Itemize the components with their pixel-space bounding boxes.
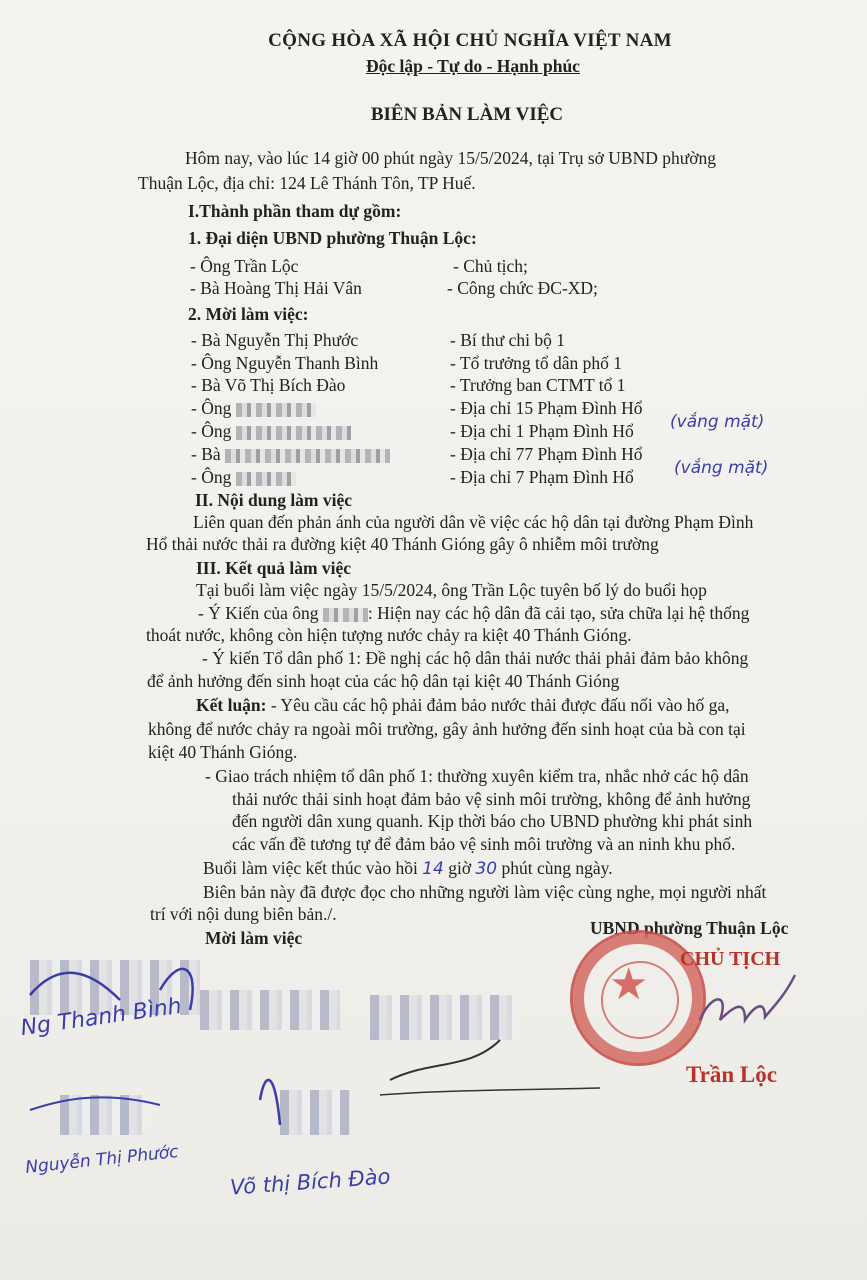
read-line-1: Biên bản này đã được đọc cho những người làm việc cùng nghe, mọi người nhất (203, 882, 767, 902)
section3-line: - Ý kiến Tổ dân phố 1: Đề nghị các hộ dân thải nước thải phải đảm bảo không (202, 648, 749, 668)
seal-star-icon: ★ (609, 960, 649, 1009)
invitee-role: - Địa chỉ 15 Phạm Đình Hổ (450, 398, 643, 418)
redacted-name (236, 403, 316, 417)
rep-role: - Chủ tịch; (453, 256, 528, 276)
read-line-2: trí với nội dung biên bản./. (150, 904, 337, 924)
right-signature-name: Trần Lộc (686, 1062, 777, 1087)
rep-name: - Bà Hoàng Thị Hải Vân (190, 278, 362, 298)
conclusion-line: không để nước chảy ra ngoài môi trường, gây ảnh hưởng đến sinh hoạt của bà con tại (148, 719, 746, 739)
rep-role: - Công chức ĐC-XD; (447, 278, 598, 298)
invitee-name: - Bà Nguyễn Thị Phước (191, 330, 359, 350)
invitee-role: - Địa chỉ 77 Phạm Đình Hổ (450, 444, 643, 464)
intro-line-1: Hôm nay, vào lúc 14 giờ 00 phút ngày 15/5/2024, tại Trụ sở UBND phường (185, 148, 716, 168)
invitee-role: - Bí thư chi bộ 1 (450, 330, 565, 350)
task-line: thải nước thải sinh hoạt đảm bảo vệ sinh môi trường, không để ảnh hưởng (232, 789, 751, 809)
handwritten-name: Ng Thanh Bình (19, 993, 184, 1042)
motto: Độc lập - Tự do - Hạnh phúc (366, 56, 580, 76)
left-signature-title: Mời làm việc (205, 928, 303, 948)
section2-heading: II. Nội dung làm việc (195, 490, 353, 510)
conclusion-line: kiệt 40 Thánh Gióng. (148, 742, 298, 762)
section3-heading: III. Kết quả làm việc (196, 558, 352, 578)
task-line: đến người dân xung quanh. Kịp thời báo cho UBND phường khi phát sinh (232, 811, 753, 831)
document-title: BIÊN BẢN LÀM VIỆC (370, 104, 564, 125)
conclusion-line: Kết luận: - Yêu cầu các hộ phải đảm bảo nước thải được đấu nối vào hố ga, (196, 695, 730, 715)
section3-line: - Ý Kiến của ông : Hiện nay các hộ dân đã cải tạo, sửa chữa lại hệ thống (198, 603, 750, 623)
section1-sub2: 2. Mời làm việc: (188, 304, 309, 324)
redacted-name (323, 608, 368, 622)
right-signature-org: UBND phường Thuận Lộc (590, 918, 789, 938)
invitee-name: - Bà Võ Thị Bích Đào (191, 375, 346, 395)
handwritten-name: Nguyễn Thị Phước (24, 1142, 180, 1178)
redacted-name (236, 426, 351, 440)
invitee-role: - Trưởng ban CTMT tổ 1 (450, 375, 626, 395)
handwritten-absent-note: (vắng mặt) (670, 412, 765, 432)
invitee-role: - Tổ trưởng tổ dân phố 1 (450, 353, 623, 373)
task-line: - Giao trách nhiệm tổ dân phố 1: thường xuyên kiểm tra, nhắc nhở các hộ dân (205, 766, 749, 786)
section2-line-2: Hổ thải nước thải ra đường kiệt 40 Thánh Gióng gây ô nhiễm môi trường (146, 534, 659, 554)
redacted-name (225, 449, 390, 463)
invitee-role: - Địa chỉ 7 Phạm Đình Hổ (450, 467, 634, 487)
invitee-role: - Địa chỉ 1 Phạm Đình Hổ (450, 421, 634, 441)
section1-heading: I.Thành phần tham dự gồm: (188, 201, 402, 221)
invitee-name: - Ông (191, 421, 351, 442)
invitee-name: - Bà (191, 444, 390, 465)
section3-line: thoát nước, không còn hiện tượng nước chảy ra kiệt 40 Thánh Gióng. (146, 625, 632, 645)
invitee-name: - Ông (191, 467, 296, 488)
redacted-name (236, 472, 296, 486)
handwritten-absent-note: (vắng mặt) (674, 458, 769, 478)
intro-line-2: Thuận Lộc, địa chỉ: 124 Lê Thánh Tôn, TP Huế. (138, 173, 476, 193)
section1-sub1: 1. Đại diện UBND phường Thuận Lộc: (188, 228, 477, 248)
invitee-name: - Ông (191, 398, 316, 419)
section3-line: Tại buổi làm việc ngày 15/5/2024, ông Trần Lộc tuyên bố lý do buổi họp (196, 580, 707, 600)
end-time-line: Buổi làm việc kết thúc vào hồi 14 giờ 30 phút cùng ngày. (203, 858, 613, 879)
invitee-name: - Ông Nguyễn Thanh Bình (191, 353, 379, 373)
section3-line: để ảnh hưởng đến sinh hoạt của các hộ dân tại kiệt 40 Thánh Gióng (147, 671, 620, 691)
country-heading: CỘNG HÒA XÃ HỘI CHỦ NGHĨA VIỆT NAM (268, 30, 672, 51)
section2-line-1: Liên quan đến phản ánh của người dân về việc các hộ dân tại đường Phạm Đình (193, 512, 754, 532)
rep-name: - Ông Trần Lộc (190, 256, 299, 276)
handwritten-name: Võ thị Bích Đào (229, 1164, 392, 1200)
right-signature-title: CHỦ TỊCH (680, 948, 781, 970)
task-line: các vấn đề tương tự để đảm bảo vệ sinh môi trường và an ninh khu phố. (232, 834, 736, 854)
